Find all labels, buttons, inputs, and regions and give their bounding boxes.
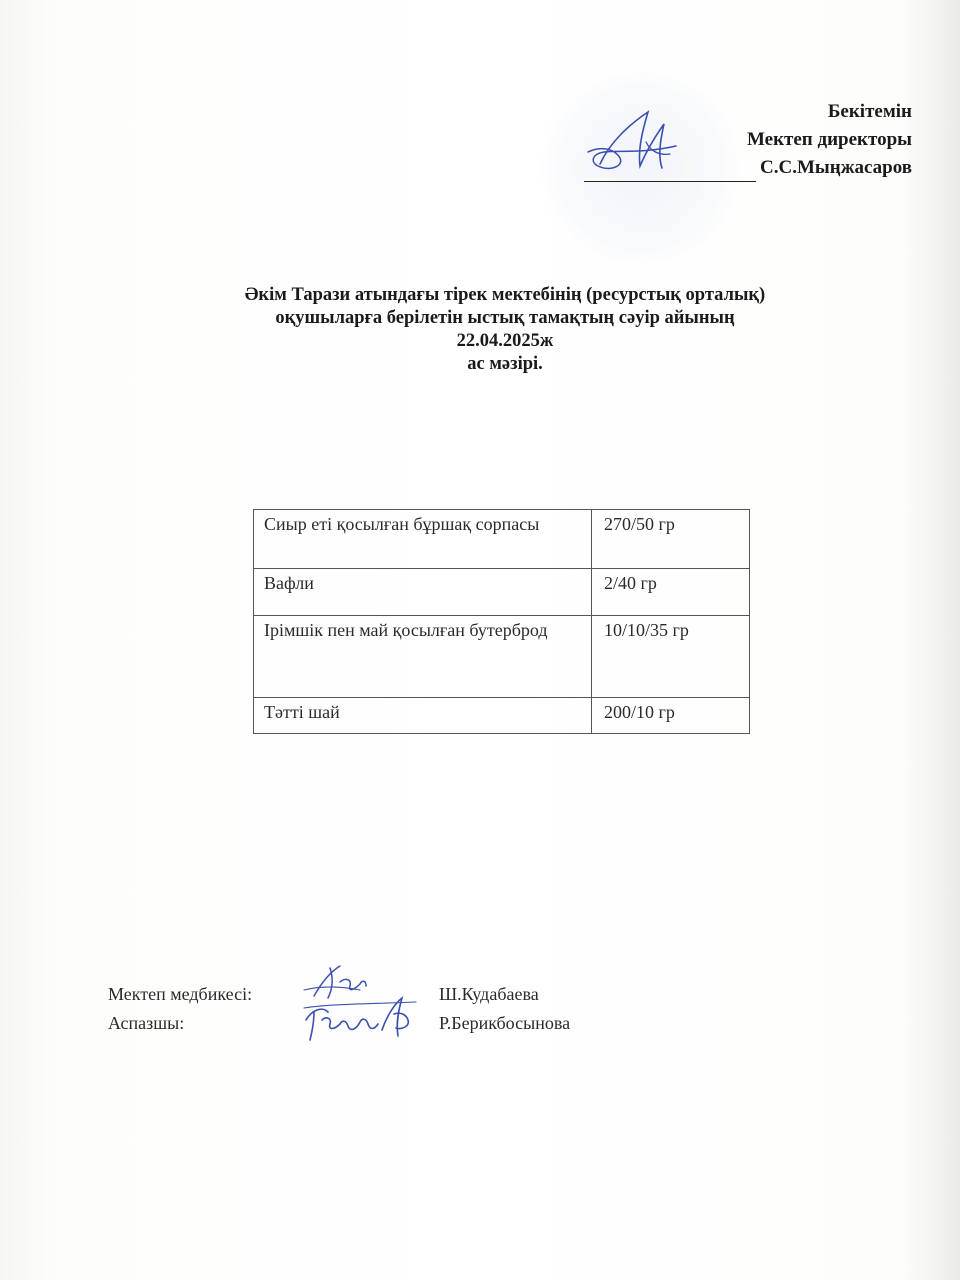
nurse-role: Мектеп медбикесі: — [108, 984, 253, 1004]
title-line-4: ас мәзірі. — [467, 354, 543, 374]
nurse-name: Ш.Кудабаева — [439, 984, 539, 1004]
quantity-cell: 10/10/35 гр — [592, 616, 750, 698]
title-line-1: Әкім Тарази атындағы тірек мектебінің (ресурстық орталық) — [244, 285, 766, 305]
director-name: С.С.Мыңжасаров — [760, 157, 912, 178]
approval-block — [584, 98, 912, 182]
table-row — [254, 569, 750, 616]
approval-line-2: Мектеп директоры — [746, 129, 912, 150]
title-line-2: оқушыларға берілетін ыстық тамақтың сәуір айының — [275, 308, 735, 328]
table-row — [254, 510, 750, 569]
dish-cell: Тәтті шай — [254, 698, 592, 734]
approval-line-3 — [584, 154, 912, 182]
approval-line-1: Бекітемін — [827, 101, 912, 122]
dish-cell: Вафли — [254, 569, 592, 616]
table-row — [254, 698, 750, 734]
cook-role: Аспазшы: — [108, 1013, 185, 1033]
signature-underline — [584, 161, 756, 182]
document-title — [0, 284, 960, 376]
cook-name: Р.Берикбосынова — [439, 1013, 571, 1033]
quantity-cell: 2/40 гр — [592, 569, 750, 616]
dish-cell: Ірімшік пен май қосылған бутерброд — [254, 616, 592, 698]
dish-cell: Сиыр еті қосылған бұршақ сорпасы — [254, 510, 592, 569]
table-row — [254, 616, 750, 698]
title-line-3: 22.04.2025ж — [456, 331, 554, 351]
quantity-cell: 270/50 гр — [592, 510, 750, 569]
cook-signature-icon — [298, 990, 424, 1050]
menu-table — [253, 509, 750, 734]
quantity-cell: 200/10 гр — [592, 698, 750, 734]
